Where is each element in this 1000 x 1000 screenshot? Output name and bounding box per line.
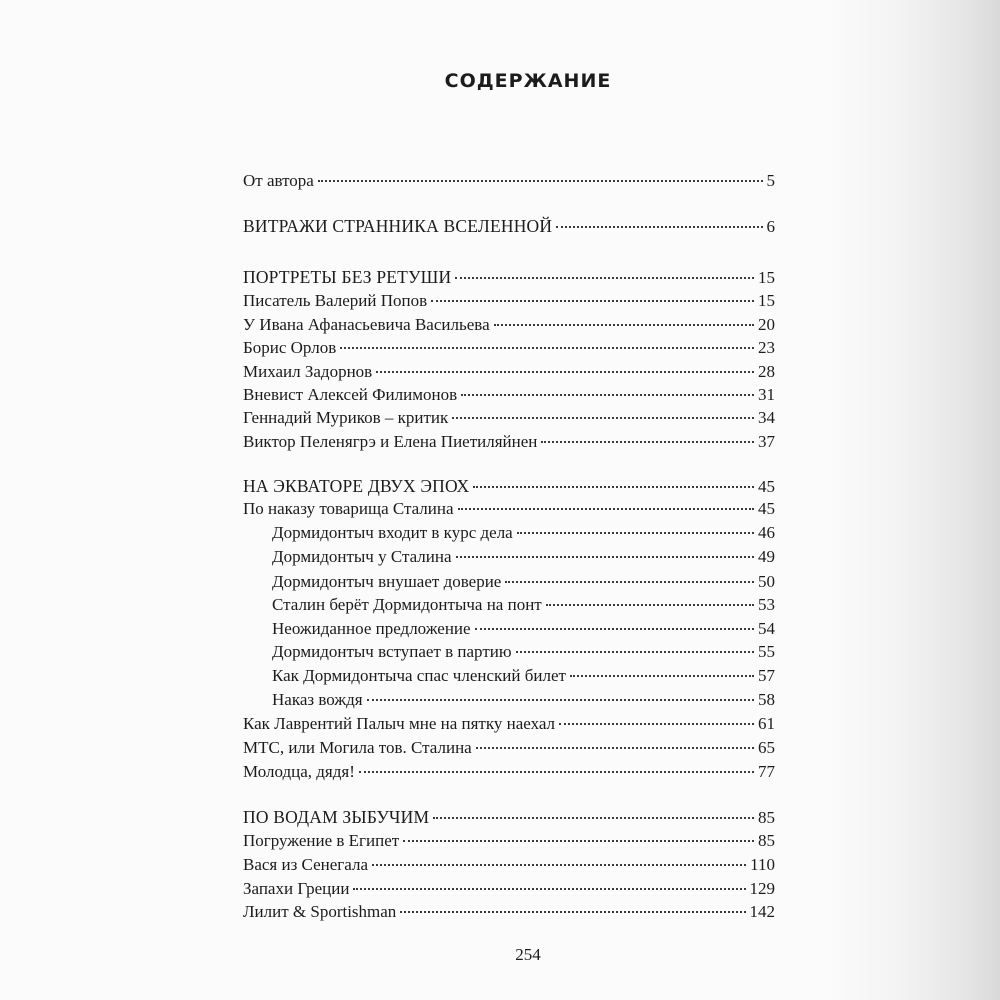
toc-entry-title: Писатель Валерий Попов [243,291,428,310]
toc-entry-page: 34 [758,408,775,427]
toc-entry-title: От автора [243,171,314,190]
toc-entry-title: Дормидонтыч вступает в партию [272,642,512,661]
toc-entry-page: 5 [766,171,775,190]
toc-entry-page: 15 [758,268,775,287]
dot-leader [494,324,754,326]
toc-entry-page: 15 [758,291,775,310]
toc-section [243,805,775,829]
toc-entry-title: Как Дормидонтыча спас членский билет [272,666,566,685]
dot-leader [546,604,754,606]
dot-leader [505,581,754,583]
toc-entry [243,313,775,337]
dot-leader [455,277,754,279]
toc-section [243,265,775,289]
toc-entry-page: 20 [758,315,775,334]
dot-leader [376,371,754,373]
page-title: СОДЕРЖАНИЕ [444,70,612,92]
toc-entry-page: 61 [758,714,775,733]
dot-leader [431,300,754,302]
toc-entry-title: У Ивана Афанасьевича Васильева [243,315,490,334]
toc-entry [243,430,775,454]
toc-entry-page: 53 [758,595,775,614]
toc-section [243,474,775,498]
toc-entry-page: 85 [758,831,775,850]
toc-entry-title: Дормидонтыч входит в курс дела [272,523,513,542]
toc-subentry [243,545,775,569]
toc-entry-page: 37 [758,432,775,451]
toc-entry-title: Лилит & Sportishman [243,902,397,921]
dot-leader [318,180,763,182]
dot-leader [556,226,762,228]
toc-entry-title: Молодца, дядя! [243,762,355,781]
toc-entry [243,900,775,924]
toc-entry-page: 45 [758,499,775,518]
toc-entry-page: 129 [749,879,775,898]
toc-entry [243,829,775,853]
toc-entry-title: Борис Орлов [243,338,337,357]
toc-entry-page: 28 [758,362,775,381]
toc-entry [243,360,775,384]
dot-leader [541,441,754,443]
toc-section-title: ПОРТРЕТЫ БЕЗ РЕТУШИ [243,267,452,287]
dot-leader [570,675,754,677]
dot-leader [433,817,754,819]
dot-leader [403,840,754,842]
dot-leader [367,699,754,701]
toc-subentry [243,617,775,641]
dot-leader [458,508,754,510]
toc-entry-page: 45 [758,477,775,496]
page-edge-shadow [822,0,1000,1000]
dot-leader [516,651,754,653]
toc-entry-title: Дормидонтыч у Сталина [272,547,452,566]
toc-entry-page: 23 [758,338,775,357]
toc-entry-page: 57 [758,666,775,685]
toc-entry-title: Вневист Алексей Филимонов [243,385,458,404]
toc-entry-page: 55 [758,642,775,661]
toc-entry [243,497,775,521]
toc-entry-page: 49 [758,547,775,566]
dot-leader [340,347,754,349]
toc-entry-page: 110 [750,855,775,874]
toc-entry-page: 46 [758,523,775,542]
toc-entry-title: Запахи Греции [243,879,350,898]
toc-subentry [243,640,775,664]
toc-entry [243,712,775,736]
toc-subentry [243,664,775,688]
toc-section-title: ВИТРАЖИ СТРАННИКА ВСЕЛЕННОЙ [243,216,553,236]
toc-entry [243,336,775,360]
toc-entry-title: Вася из Сенегала [243,855,368,874]
toc-entry-page: 6 [766,217,775,236]
dot-leader [456,556,754,558]
page-number: 254 [515,945,541,964]
dot-leader [359,771,754,773]
toc-entry-title: Геннадий Муриков – критик [243,408,449,427]
toc-subentry [243,593,775,617]
toc-entry-title: МТС, или Могила тов. Сталина [243,738,472,757]
toc-entry [243,383,775,407]
toc-entry-page: 142 [749,902,775,921]
toc-entry-page: 65 [758,738,775,757]
toc-subentry [243,521,775,545]
toc-entry-title: Наказ вождя [272,690,363,709]
dot-leader [353,888,745,890]
toc-subentry [243,688,775,712]
toc-entry-title: Сталин берёт Дормидонтыча на понт [272,595,542,614]
toc-entry [243,736,775,760]
toc-entry-page: 58 [758,690,775,709]
toc-entry [243,853,775,877]
dot-leader [475,628,754,630]
dot-leader [452,417,754,419]
toc-entry-title: Виктор Пеленягрэ и Елена Пиетиляйнен [243,432,538,451]
toc-entry-title: Михаил Задорнов [243,362,373,381]
toc-entry-title: Неожиданное предложение [272,619,471,638]
toc-section-title: НА ЭКВАТОРЕ ДВУХ ЭПОХ [243,476,470,496]
dot-leader [473,486,754,488]
toc-section-title: ПО ВОДАМ ЗЫБУЧИМ [243,807,430,827]
dot-leader [559,723,754,725]
toc-subentry [243,570,775,594]
toc-entry-page: 77 [758,762,775,781]
toc-entry-page: 50 [758,572,775,591]
toc-entry-title: Как Лаврентий Палыч мне на пятку наехал [243,714,556,733]
toc-entry-title: Погружение в Египет [243,831,400,850]
dot-leader [476,747,754,749]
toc-entry-page: 85 [758,808,775,827]
toc-entry-title: Дормидонтыч внушает доверие [272,572,502,591]
toc-entry-title: По наказу товарища Сталина [243,499,454,518]
toc-entry [243,169,775,193]
toc-entry-page: 54 [758,619,775,638]
dot-leader [372,864,746,866]
toc-entry [243,406,775,430]
dot-leader [400,911,745,913]
toc-entry [243,289,775,313]
toc-entry [243,877,775,901]
toc-section [243,214,775,238]
toc-entry-page: 31 [758,385,775,404]
dot-leader [461,394,754,396]
toc-entry [243,760,775,784]
dot-leader [517,532,754,534]
